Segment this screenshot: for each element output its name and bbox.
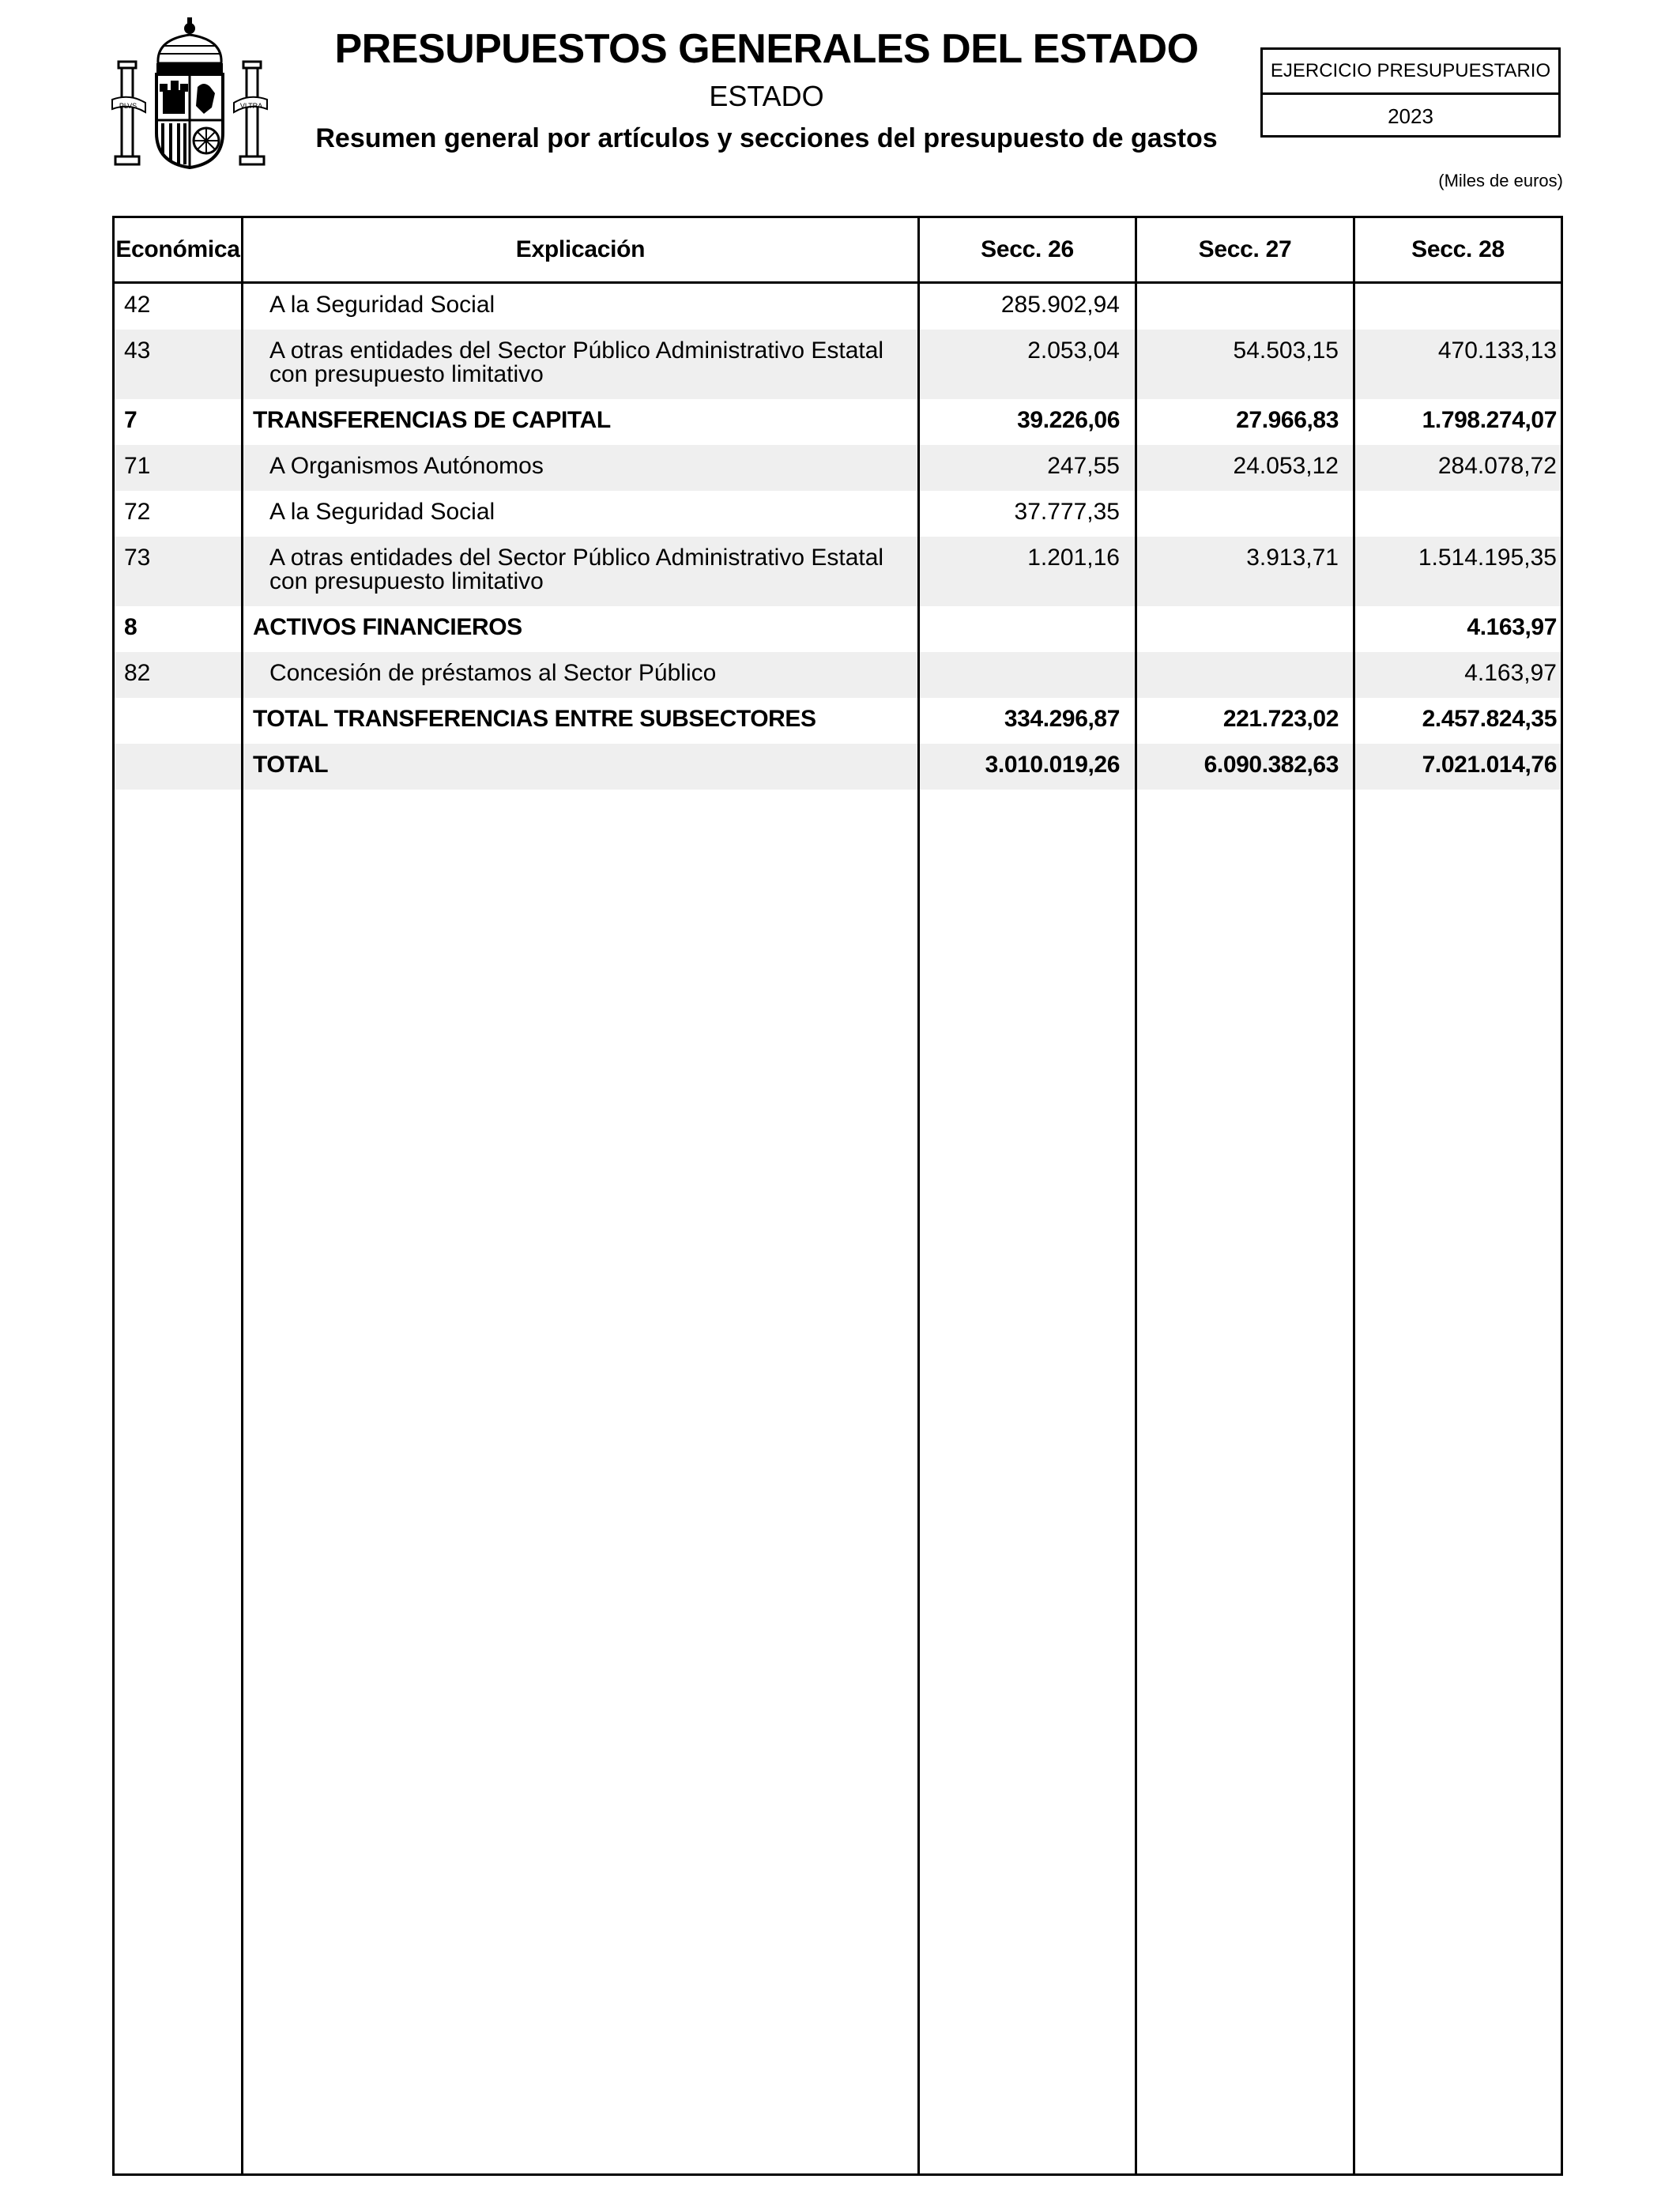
cell-secc26: 3.010.019,26 — [985, 752, 1120, 778]
column-divider — [241, 218, 243, 2173]
cell-secc26: 39.226,06 — [1017, 407, 1120, 433]
col-header-explicacion: Explicación — [515, 236, 646, 262]
cell-secc26 — [913, 606, 1120, 616]
budget-table — [112, 216, 1563, 2176]
cell-explicacion — [269, 445, 925, 478]
cell-economica: 71 — [124, 453, 151, 479]
cell-secc28: 1.514.195,35 — [1418, 545, 1557, 571]
cell-secc27: 6.090.382,63 — [1203, 752, 1339, 778]
column-divider — [1353, 218, 1355, 2173]
cell-explicacion — [253, 744, 917, 777]
cell-secc28: 1.798.274,07 — [1422, 407, 1557, 433]
page-subheading: Resumen general por artículos y secciones del presupuesto de gastos — [315, 123, 1218, 153]
cell-secc26: 2.053,04 — [1027, 337, 1120, 364]
cell-explicacion — [253, 606, 917, 639]
col-header-economica: Económica — [115, 236, 240, 262]
explicacion-line: TOTAL TRANSFERENCIAS ENTRE SUBSECTORES — [253, 706, 816, 732]
cell-secc28: 284.078,72 — [1437, 453, 1557, 479]
cell-secc27 — [1130, 606, 1339, 616]
explicacion-line: ACTIVOS FINANCIEROS — [253, 614, 522, 640]
cell-explicacion — [269, 284, 925, 317]
table-body — [115, 284, 1561, 790]
cell-secc28: 470.133,13 — [1437, 337, 1557, 364]
explicacion-line: A otras entidades del Sector Público Administrativo Estatal — [269, 337, 884, 364]
explicacion-line: Concesión de préstamos al Sector Público — [269, 660, 717, 686]
cell-explicacion — [253, 399, 917, 432]
cell-secc28 — [1347, 491, 1557, 500]
cell-secc26: 334.296,87 — [1004, 706, 1120, 732]
table-row — [115, 698, 1561, 744]
explicacion-line: A otras entidades del Sector Público Administrativo Estatal — [269, 545, 884, 571]
cell-secc28: 2.457.824,35 — [1422, 706, 1557, 732]
cell-secc27: 54.503,15 — [1233, 337, 1339, 364]
explicacion-line-2: con presupuesto limitativo — [269, 361, 544, 387]
cell-economica: 42 — [124, 292, 151, 318]
page-title: PRESUPUESTOS GENERALES DEL ESTADO — [334, 26, 1199, 72]
cell-secc28 — [1347, 284, 1557, 293]
cell-secc27: 221.723,02 — [1222, 706, 1339, 732]
cell-secc28: 4.163,97 — [1464, 660, 1557, 686]
table-row — [115, 399, 1561, 445]
page-subtitle: ESTADO — [709, 80, 824, 112]
ejercicio-label: EJERCICIO PRESUPUESTARIO — [1263, 50, 1558, 95]
explicacion-line: A la Seguridad Social — [269, 499, 495, 525]
cell-economica — [124, 744, 235, 753]
cell-secc26: 247,55 — [1047, 453, 1120, 479]
cell-explicacion — [253, 698, 917, 731]
explicacion-line: TOTAL — [253, 752, 329, 778]
column-divider — [1135, 218, 1137, 2173]
cell-economica: 73 — [124, 545, 151, 571]
table-row — [115, 606, 1561, 652]
explicacion-line: TRANSFERENCIAS DE CAPITAL — [253, 407, 611, 433]
explicacion-line: A la Seguridad Social — [269, 292, 495, 318]
table-row — [115, 330, 1561, 399]
cell-secc27: 3.913,71 — [1246, 545, 1339, 571]
cell-secc27: 24.053,12 — [1233, 453, 1339, 479]
cell-secc27 — [1130, 284, 1339, 293]
table-row — [115, 491, 1561, 537]
table-row — [115, 284, 1561, 330]
cell-explicacion — [269, 491, 925, 524]
coat-of-arms-logo — [111, 14, 269, 172]
col-header-secc28: Secc. 28 — [1411, 236, 1505, 262]
col-header-secc26: Secc. 26 — [981, 236, 1074, 262]
cell-economica: 43 — [124, 337, 151, 364]
table-row — [115, 537, 1561, 606]
ejercicio-box — [1260, 47, 1561, 138]
cell-secc26 — [913, 652, 1120, 662]
cell-economica: 7 — [124, 407, 137, 433]
cell-explicacion — [269, 330, 925, 386]
col-header-secc27: Secc. 27 — [1198, 236, 1292, 262]
cell-secc26: 285.902,94 — [1000, 292, 1120, 318]
table-header — [115, 218, 1561, 284]
explicacion-line: A Organismos Autónomos — [269, 453, 544, 479]
cell-explicacion — [269, 652, 925, 685]
motto-left: PLVS — [119, 102, 137, 110]
cell-economica: 82 — [124, 660, 151, 686]
cell-secc27 — [1130, 652, 1339, 662]
cell-secc27 — [1130, 491, 1339, 500]
explicacion-line-2: con presupuesto limitativo — [269, 568, 544, 594]
ejercicio-year: 2023 — [1388, 104, 1433, 128]
motto-right: VLTRA — [239, 102, 263, 110]
cell-economica: 8 — [124, 614, 137, 640]
cell-economica — [124, 698, 235, 707]
cell-secc27: 27.966,83 — [1236, 407, 1339, 433]
cell-explicacion — [269, 537, 925, 594]
cell-secc28: 7.021.014,76 — [1422, 752, 1557, 778]
cell-economica: 72 — [124, 499, 151, 525]
column-divider — [917, 218, 920, 2173]
units-note: (Miles de euros) — [1438, 171, 1563, 190]
table-row — [115, 744, 1561, 790]
cell-secc26: 1.201,16 — [1027, 545, 1120, 571]
cell-secc28: 4.163,97 — [1467, 614, 1557, 640]
table-row — [115, 445, 1561, 491]
table-row — [115, 652, 1561, 698]
cell-secc26: 37.777,35 — [1014, 499, 1120, 525]
